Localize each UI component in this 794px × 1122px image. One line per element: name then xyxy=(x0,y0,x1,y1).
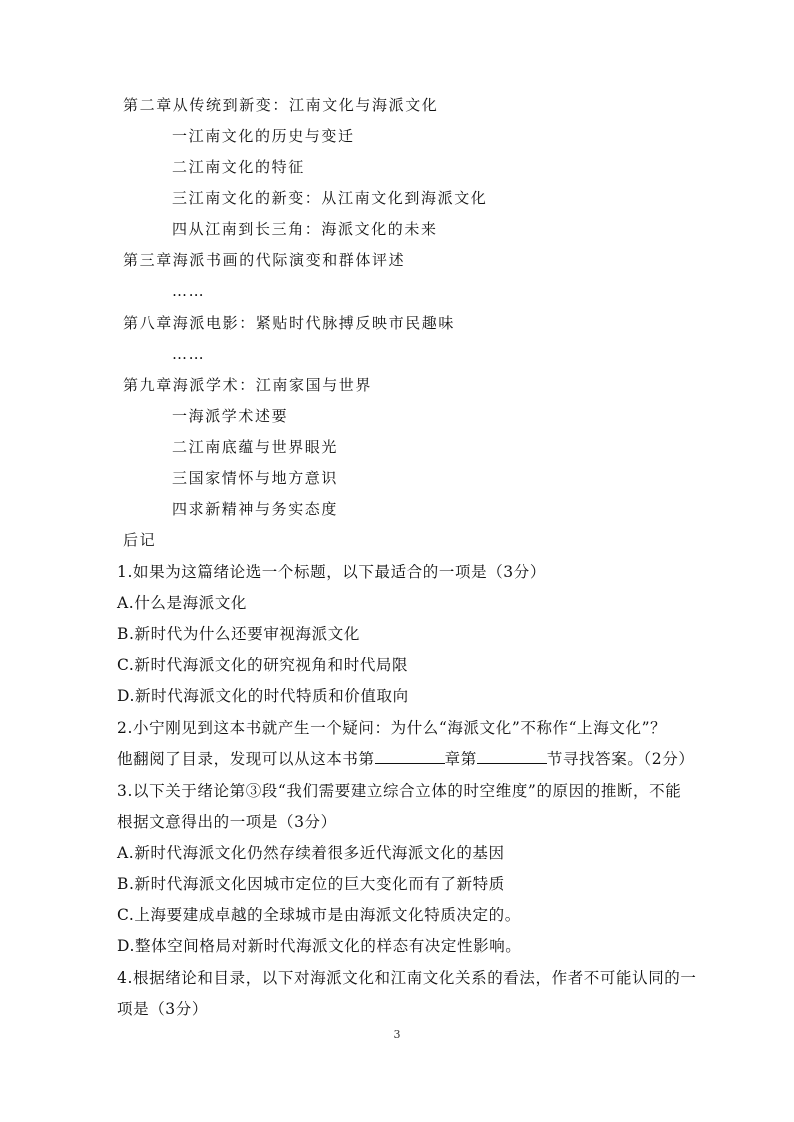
toc-chapter-3: 第三章海派书画的代际演变和群体评述 xyxy=(123,251,406,269)
page-number: 3 xyxy=(393,1028,401,1041)
answer-blank-chapter[interactable] xyxy=(375,749,445,764)
toc-section: 一江南文化的历史与变迁 xyxy=(172,127,355,145)
question-2-text-part-1: 他翻阅了目录，发现可以从这本书第 xyxy=(117,750,375,768)
toc-section: 一海派学术述要 xyxy=(172,407,289,425)
toc-chapter-8: 第八章海派电影：紧贴时代脉搏反映市民趣味 xyxy=(123,314,456,332)
question-1-option-c: C.新时代海派文化的研究视角和时代局限 xyxy=(117,656,409,674)
toc-section: 四求新精神与务实态度 xyxy=(172,500,339,518)
question-3-option-d: D.整体空间格局对新时代海派文化的样态有决定性影响。 xyxy=(117,937,522,955)
question-3-option-c: C.上海要建成卓越的全球城市是由海派文化特质决定的。 xyxy=(117,906,521,924)
question-1-option-b: B.新时代为什么还要审视海派文化 xyxy=(117,625,360,643)
answer-blank-section[interactable] xyxy=(477,749,547,764)
question-3-line-2: 根据文意得出的一项是（3分） xyxy=(117,813,337,831)
question-2-line-1: 2.小宁刚见到这本书就产生一个疑问：为什么“海派文化”不称作“上海文化”？ xyxy=(117,719,667,737)
toc-chapter-9: 第九章海派学术：江南家国与世界 xyxy=(123,376,373,394)
toc-section: 四从江南到长三角：海派文化的未来 xyxy=(172,220,438,238)
question-2-line-2 xyxy=(117,749,694,769)
question-3-option-b: B.新时代海派文化因城市定位的巨大变化而有了新特质 xyxy=(117,875,505,893)
question-2-text-part-2: 章第 xyxy=(444,750,477,768)
question-3-option-a: A.新时代海派文化仍然存续着很多近代海派文化的基因 xyxy=(117,844,505,862)
toc-ellipsis: …… xyxy=(172,345,206,363)
question-2-text-part-3: 节寻找答案。（2分） xyxy=(546,750,695,768)
question-1-option-d: D.新时代海派文化的时代特质和价值取向 xyxy=(117,687,409,705)
toc-afterword: 后记 xyxy=(123,531,157,549)
toc-section: 二江南文化的特征 xyxy=(172,158,305,176)
toc-section: 三江南文化的新变：从江南文化到海派文化 xyxy=(172,189,488,207)
question-1-option-a: A.什么是海派文化 xyxy=(117,594,248,612)
toc-ellipsis: …… xyxy=(172,282,206,300)
question-3-line-1: 3.以下关于绪论第③段“我们需要建立综合立体的时空维度”的原因的推断，不能 xyxy=(117,782,682,800)
question-4-line-2: 项是（3分） xyxy=(117,1000,208,1018)
question-4-line-1: 4.根据绪论和目录，以下对海派文化和江南文化关系的看法，作者不可能认同的一 xyxy=(117,969,697,987)
toc-section: 三国家情怀与地方意识 xyxy=(172,469,339,487)
question-1-stem: 1.如果为这篇绪论选一个标题，以下最适合的一项是（3分） xyxy=(117,563,546,581)
toc-section: 二江南底蕴与世界眼光 xyxy=(172,438,339,456)
toc-chapter-2: 第二章从传统到新变：江南文化与海派文化 xyxy=(123,96,439,114)
